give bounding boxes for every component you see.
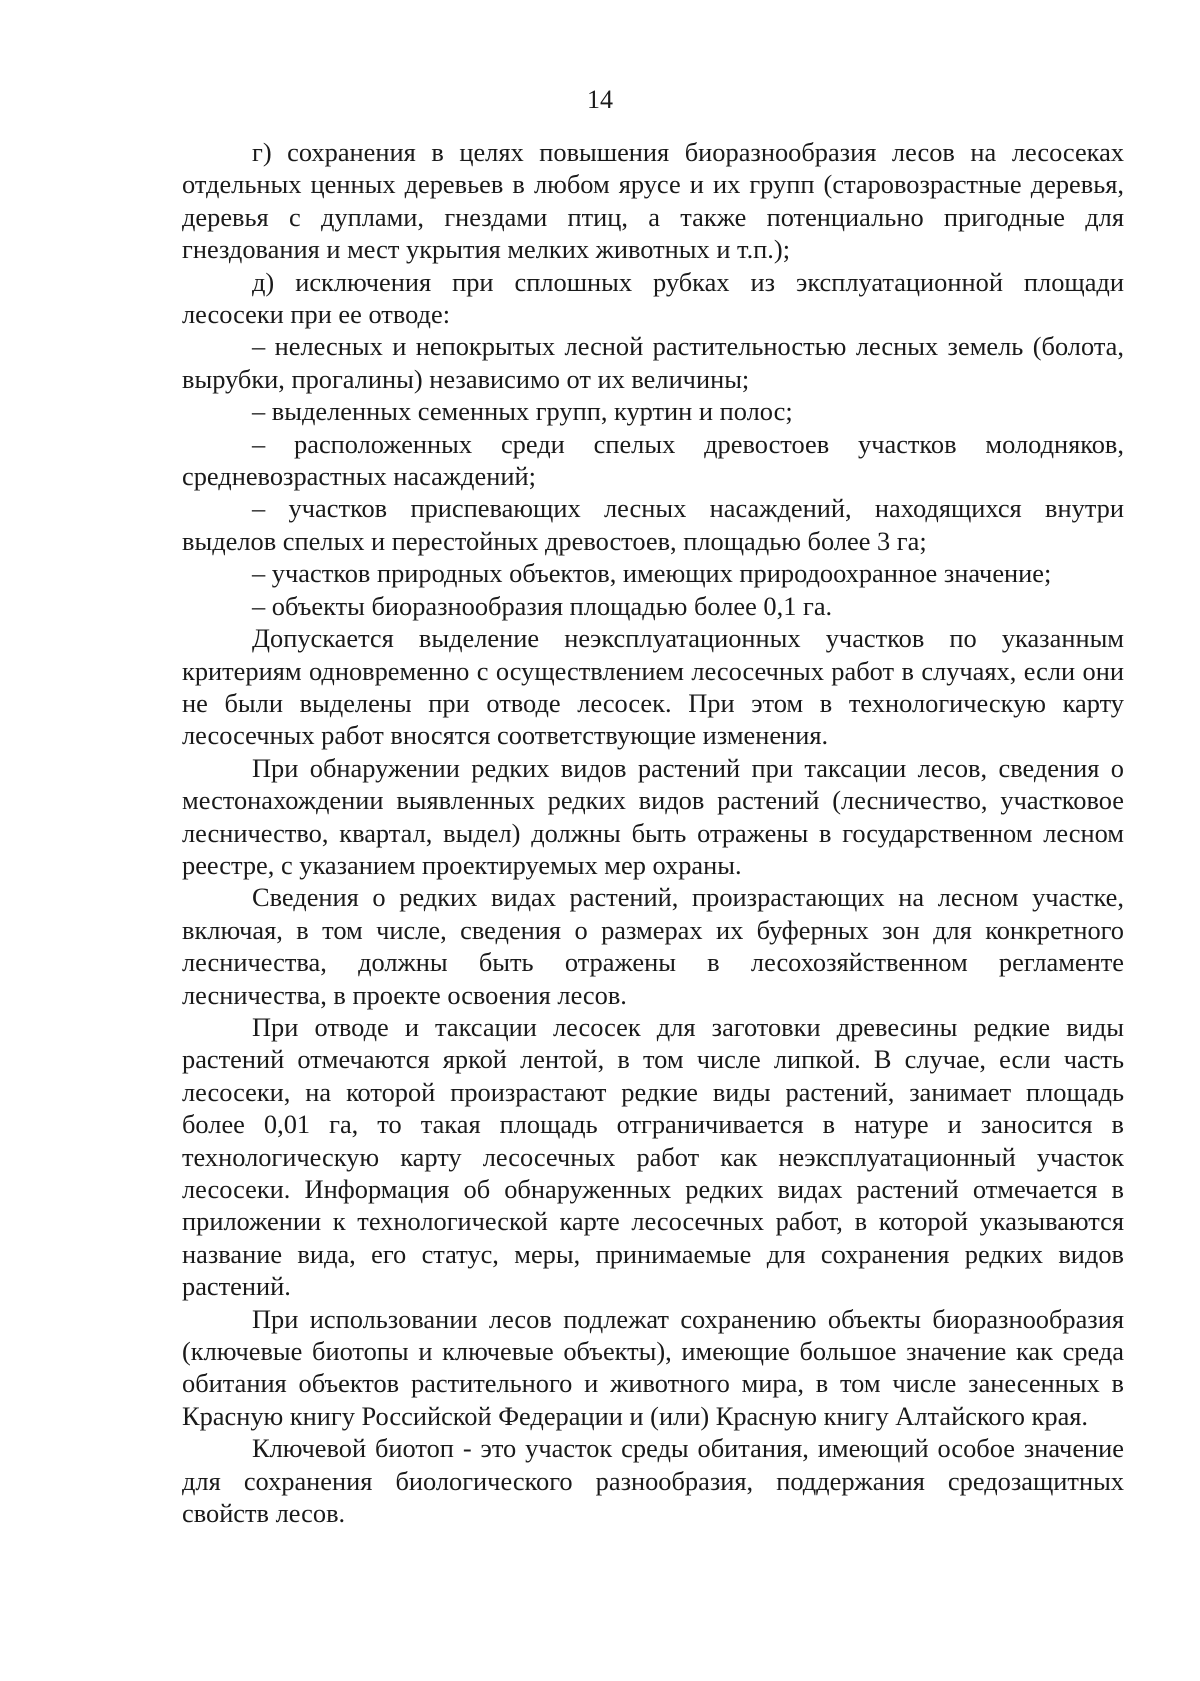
list-item-maturing-stands: – участков приспевающих лесных насаждений, находящихся внутри выделов спелых и перестойных древостоев, площадью более 3 га; — [182, 493, 1124, 556]
paragraph-biodiversity-preservation: При использовании лесов подлежат сохранению объекты биоразнообразия (ключевые биотопы и ключевые объекты), имеющие большое значение как среда обитания объектов растительного и животного мира, в том числе занесенных в Красную книгу Российской Федерации и (или) Красную книгу Алтайского края. — [182, 1303, 1124, 1431]
paragraph-non-exploitation-areas: Допускается выделение неэксплуатационных участков по указанным критериям одновременно с осуществлением лесосечных работ в случаях, если они не были выделены при отводе лесосек. При этом в технологическую карту лесосечных работ вносятся соответствующие изменения. — [182, 623, 1124, 751]
list-item-natural-objects: – участков природных объектов, имеющих природоохранное значение; — [252, 558, 1052, 589]
list-item-young-stands: – расположенных среди спелых древостоев участков молодняков, средневозрастных насаждений; — [182, 428, 1124, 492]
paragraph-item-g: г) сохранения в целях повышения биоразнообразия лесов на лесосеках отдельных ценных деревьев в любом ярусе и их групп (старовозрастные деревья, деревья с дуплами, гнездами птиц, а также потенциально пригодные для гнездования и мест укрытия мелких животных и т.п.); — [182, 137, 1124, 265]
document-body — [182, 136, 1124, 1529]
list-item-non-forest-lands: – нелесных и непокрытых лесной растительностью лесных земель (болота, вырубки, прогалины) независимо от их величины; — [182, 331, 1124, 394]
paragraph-key-biotope-definition: Ключевой биотоп - это участок среды обитания, имеющий особое значение для сохранения биологического разнообразия, поддержания средозащитных свойств лесов. — [182, 1433, 1124, 1529]
list-item-seed-groups: – выделенных семенных групп, куртин и полос; — [252, 396, 793, 427]
page-number: 14 — [587, 85, 613, 114]
list-item-biodiversity-objects: – объекты биоразнообразия площадью более 0,1 га. — [252, 590, 833, 621]
paragraph-item-d: д) исключения при сплошных рубках из эксплуатационной площади лесосеки при ее отводе: — [182, 266, 1124, 330]
paragraph-rare-plants-detection: При обнаружении редких видов растений при таксации лесов, сведения о местонахождении выявленных редких видов растений (лесничество, участковое лесничество, квартал, выдел) должны быть отражены в государственном лесном реестре, с указанием проектируемых мер охраны. — [182, 752, 1124, 880]
paragraph-rare-plants-info: Сведения о редких видах растений, произрастающих на лесном участке, включая, в том числе, сведения о размерах их буферных зон для конкретного лесничества, должны быть отражены в лесохозяйственном регламенте лесничества, в проекте освоения лесов. — [182, 882, 1124, 1010]
paragraph-logging-allocation: При отводе и таксации лесосек для заготовки древесины редкие виды растений отмечаются яркой лентой, в том числе липкой. В случае, если часть лесосеки, на которой произрастают редкие виды растений, занимает площадь более 0,01 га, то такая площадь отграничивается в натуре и заносится в технологическую карту лесосечных работ как неэксплуатационный участок лесосеки. Информация об обнаруженных редких видах растений отмечается в приложении к технологической карте лесосечных работ, в которой указываются название вида, его статус, меры, принимаемые для сохранения редких видов растений. — [182, 1011, 1124, 1302]
